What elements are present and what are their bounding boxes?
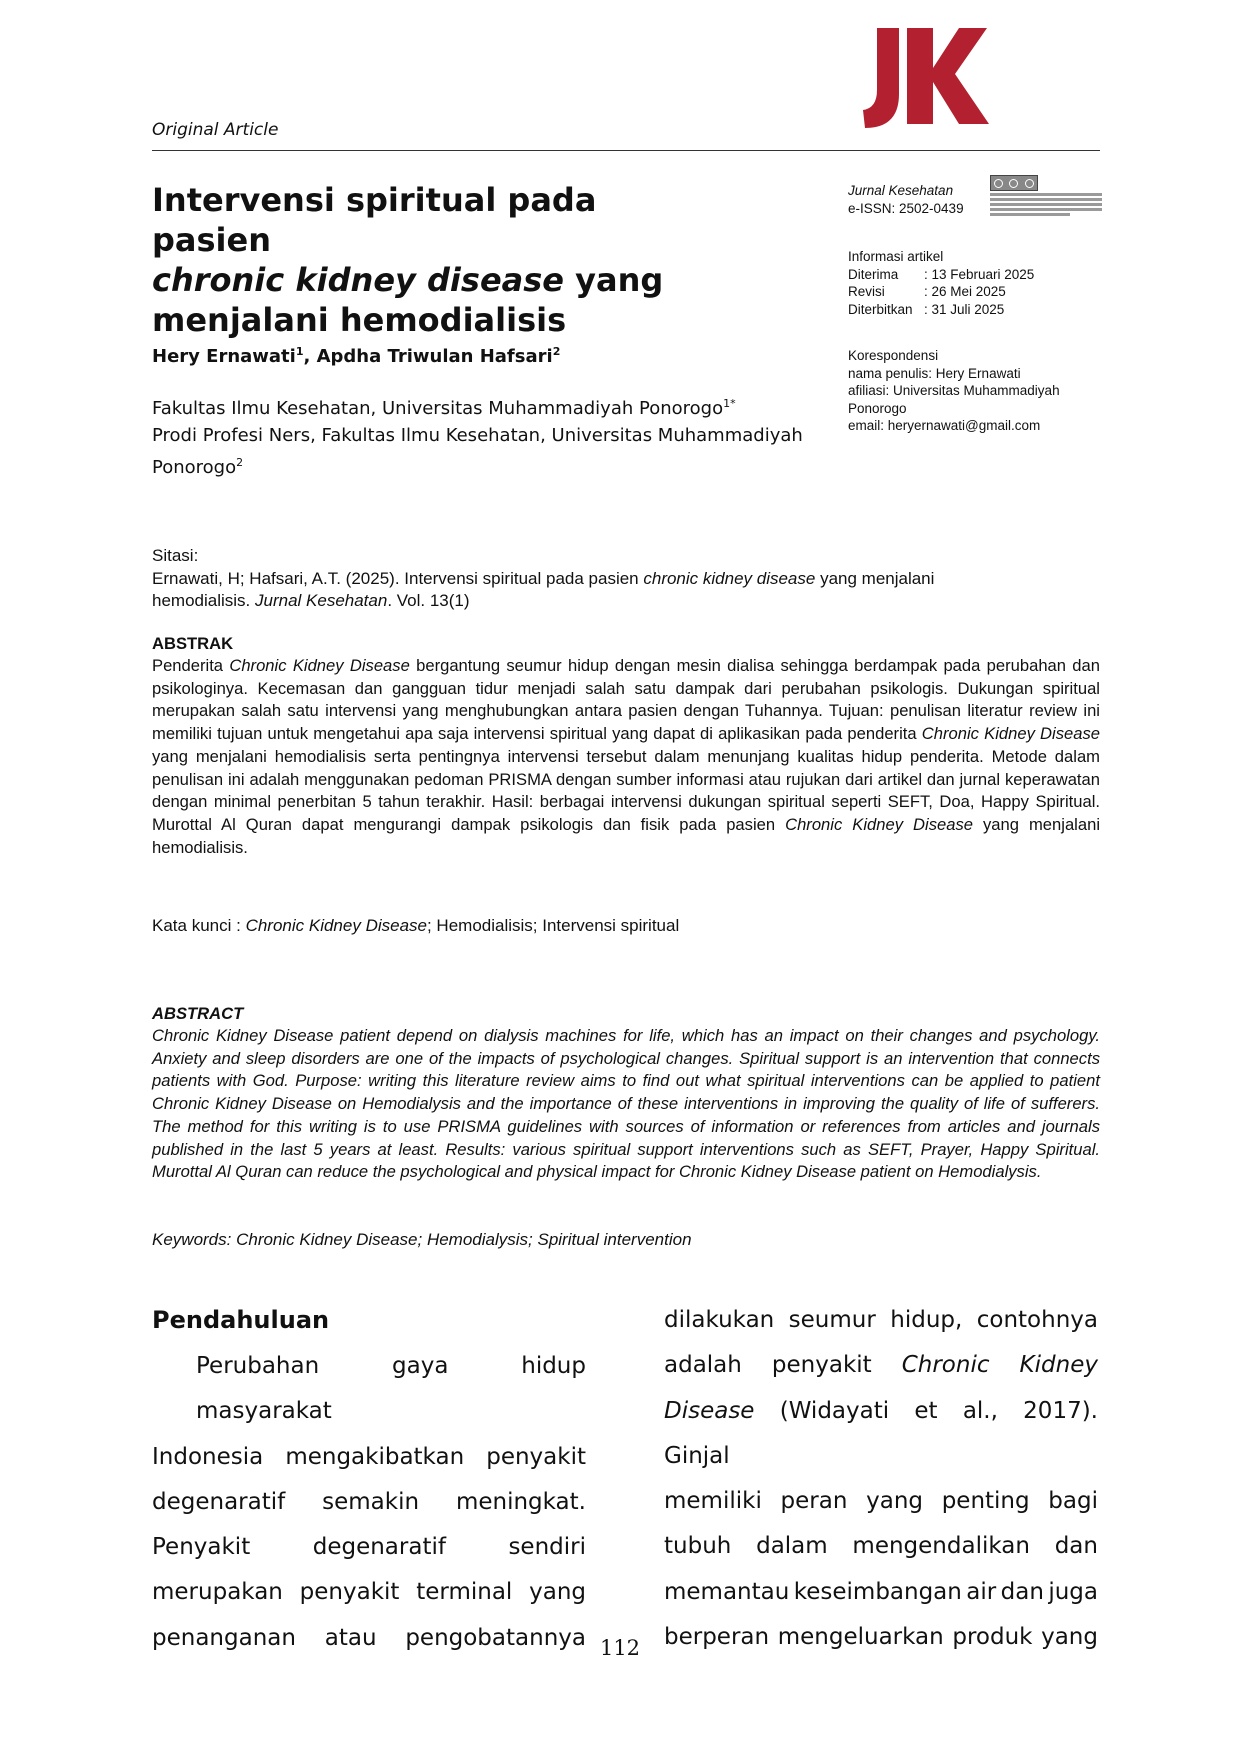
article-info-row: Diterima : 13 Februari 2025 bbox=[848, 266, 1035, 282]
paragraph-line: Penyakit degenaratif sendiri bbox=[152, 1534, 586, 1561]
correspondence-email[interactable]: email: heryernawati@gmail.com bbox=[848, 418, 1041, 433]
citation: Sitasi: Ernawati, H; Hafsari, A.T. (2025). Intervensi spiritual pada pasien chronic kidney disease yang menjalani hemodialisis. Jurnal Kesehatan. Vol. 13(1) bbox=[152, 545, 1102, 613]
journal-logo bbox=[855, 24, 995, 136]
correspondence bbox=[848, 347, 1060, 435]
article-info bbox=[848, 248, 1034, 318]
paragraph-line: memantau keseimbangan air dan juga bbox=[664, 1578, 1098, 1605]
cc-icon bbox=[990, 175, 1038, 191]
section-heading-pendahuluan: Pendahuluan bbox=[152, 1306, 330, 1334]
author-list: Hery Ernawati$^1$, Apdha Triwulan Hafsari$^2$ bbox=[152, 345, 561, 367]
keywords: Keywords: Chronic Kidney Disease; Hemodialysis; Spiritual intervention bbox=[152, 1230, 692, 1249]
abstrak-heading: ABSTRAK bbox=[152, 634, 234, 653]
paragraph-line: dilakukan seumur hidup, contohnya bbox=[664, 1307, 1098, 1333]
article-title: Intervensi spiritual pada pasien chronic kidney disease yang menjalani hemodialisis bbox=[152, 181, 664, 339]
paragraph-line: merupakan penyakit terminal yang bbox=[152, 1579, 586, 1606]
article-info-row: Diterbitkan : 31 Juli 2025 bbox=[848, 301, 1005, 317]
paragraph-line: Perubahan gaya hidup masyarakat bbox=[196, 1353, 586, 1425]
journal-name: Jurnal Kesehatan bbox=[848, 183, 954, 198]
paragraph-line: Disease (Widayati et al., 2017). Ginjal bbox=[664, 1397, 1098, 1469]
cc-license-badge bbox=[990, 175, 1102, 225]
paragraph-line: adalah penyakit Chronic Kidney bbox=[664, 1352, 1098, 1379]
correspondence-affiliation-city: Ponorogo bbox=[848, 400, 907, 416]
journal-issn: e-ISSN: 2502-0439 bbox=[848, 201, 964, 216]
paragraph-line: memiliki peran yang penting bagi bbox=[664, 1488, 1098, 1515]
correspondence-affiliation: afiliasi: Universitas Muhammadiyah bbox=[848, 383, 1060, 398]
correspondence-heading: Korespondensi bbox=[848, 348, 939, 363]
kata-kunci: Kata kunci : Chronic Kidney Disease; Hemodialisis; Intervensi spiritual bbox=[152, 916, 680, 935]
affiliations: Fakultas Ilmu Kesehatan, Universitas Muhammadiyah Ponorogo$^{1*}$ Prodi Profesi Ners, Fakultas Ilmu Kesehatan, Universitas Muhammadiyah Ponorogo$^2$ bbox=[152, 397, 803, 478]
citation-label: Sitasi: bbox=[152, 546, 199, 565]
paragraph-line: degenaratif semakin meningkat. bbox=[152, 1488, 586, 1515]
abstrak-body: Penderita Chronic Kidney Disease bergantung seumur hidup dengan mesin dialisa sehingga berdampak pada perubahan dan psikologinya. Kecemasan dan gangguan tidur menjadi salah satu dampak dari perubahan psikologis. Dukungan spiritual merupakan salah satu intervensi yang menghubungkan antara pasien dengan Tuhannya. Tujuan: penulisan literatur review ini memiliki tujuan untuk mengetahui apa saja intervensi spiritual yang dapat di aplikasikan pada penderita Chronic Kidney Disease yang menjalani hemodialisis serta pentingnya intervensi tersebut dalam menunjang kualitas hidup penderita. Metode dalam penulisan ini adalah menggunakan pedoman PRISMA dengan sumber informasi atau rujukan dari artikel dan jurnal keperawatan dengan minimal penerbitan 5 tahun terakhir. Hasil: berbagai intervensi dukungan spiritual seperti SEFT, Doa, Happy Spiritual. Murottal Al Quran dapat mengurangi dampak psikologis dan fisik pada pasien Chronic Kidney Disease yang menjalani hemodialisis. bbox=[152, 656, 1101, 857]
correspondence-name: nama penulis: Hery Ernawati bbox=[848, 365, 1021, 381]
page-number: 112 bbox=[599, 1636, 641, 1660]
intro-right-column bbox=[664, 1298, 1098, 1660]
article-info-row: Revisi : 26 Mei 2025 bbox=[848, 284, 1006, 299]
paragraph-line: berperan mengeluarkan produk yang bbox=[664, 1624, 1098, 1651]
article-type-label: Original Article bbox=[152, 120, 279, 140]
paragraph-line: Indonesia mengakibatkan penyakit bbox=[152, 1443, 586, 1470]
abstract-heading: ABSTRACT bbox=[152, 1004, 244, 1023]
paragraph-line: penanganan atau pengobatannya bbox=[152, 1624, 586, 1651]
header-divider bbox=[152, 150, 1100, 151]
intro-left-column bbox=[152, 1344, 586, 1661]
license-text bbox=[990, 193, 1102, 216]
article-info-heading: Informasi artikel bbox=[848, 249, 944, 264]
abstract-body: Chronic Kidney Disease patient depend on dialysis machines for life, which has an impact on their changes and psychology. Anxiety and sleep disorders are one of the impacts of psychological changes. Spiritual support is an intervention that connects patients with God. Purpose: writing this literature review aims to find out what spiritual interventions can be applied to patient Chronic Kidney Disease on Hemodialysis and the importance of these interventions in improving the quality of life of sufferers. The method for this writing is to use PRISMA guidelines with sources of information or references from articles and journals published in the last 5 years at least. Results: various spiritual support interventions such as SEFT, Prayer, Happy Spiritual. Murottal Al Quran can reduce the psychological and physical impact for Chronic Kidney Disease patient on Hemodialysis. bbox=[152, 1026, 1100, 1182]
paragraph-line: tubuh dalam mengendalikan dan bbox=[664, 1533, 1098, 1560]
